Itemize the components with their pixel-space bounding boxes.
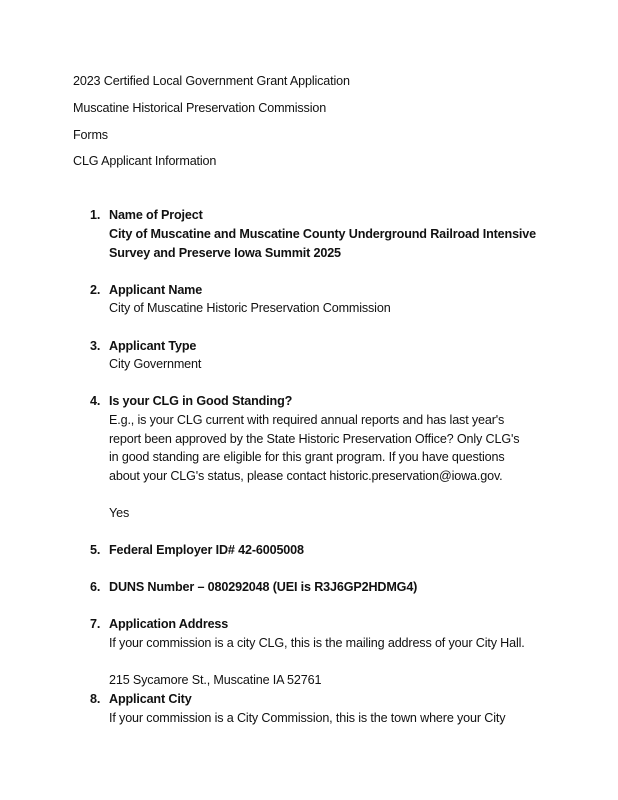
duns-number: DUNS Number – 080292048 (UEI is R3J6GP2HDMG4) [109, 580, 418, 594]
item-title-application-address: Application Address [109, 617, 229, 631]
good-standing-description: in good standing are eligible for this grant program. If you have questions [109, 450, 505, 464]
applicant-name-value: City of Muscatine Historic Preservation Commission [109, 301, 391, 315]
item-title-applicant-name: Applicant Name [109, 283, 203, 297]
applicant-type-value: City Government [109, 357, 202, 371]
project-name-line: Survey and Preserve Iowa Summit 2025 [109, 246, 341, 260]
item-title-good-standing: Is your CLG in Good Standing? [109, 394, 293, 408]
good-standing-description: E.g., is your CLG current with required annual reports and has last year's [109, 413, 505, 427]
item-number: 2. [90, 283, 101, 297]
subsection-label: CLG Applicant Information [73, 154, 217, 168]
federal-employer-id: Federal Employer ID# 42-6005008 [109, 543, 304, 557]
item-number: 8. [90, 692, 101, 706]
item-number: 4. [90, 394, 101, 408]
good-standing-description: report been approved by the State Historic Preservation Office? Only CLG's [109, 432, 520, 446]
application-address-value: 215 Sycamore St., Muscatine IA 52761 [109, 673, 322, 687]
item-title-applicant-city: Applicant City [109, 692, 192, 706]
item-title-project-name: Name of Project [109, 208, 203, 222]
item-number: 5. [90, 543, 101, 557]
project-name-line: City of Muscatine and Muscatine County Underground Railroad Intensive [109, 227, 536, 241]
application-address-description: If your commission is a city CLG, this is the mailing address of your City Hall. [109, 636, 525, 650]
item-number: 3. [90, 339, 101, 353]
commission-name: Muscatine Historical Preservation Commission [73, 101, 327, 115]
item-number: 7. [90, 617, 101, 631]
good-standing-answer: Yes [109, 506, 130, 520]
item-title-applicant-type: Applicant Type [109, 339, 197, 353]
applicant-city-description: If your commission is a City Commission, this is the town where your City [109, 711, 506, 725]
document-title: 2023 Certified Local Government Grant Application [73, 74, 350, 88]
good-standing-description: about your CLG's status, please contact historic.preservation@iowa.gov. [109, 469, 503, 483]
item-number: 1. [90, 208, 101, 222]
item-number: 6. [90, 580, 101, 594]
section-label: Forms [73, 128, 108, 142]
